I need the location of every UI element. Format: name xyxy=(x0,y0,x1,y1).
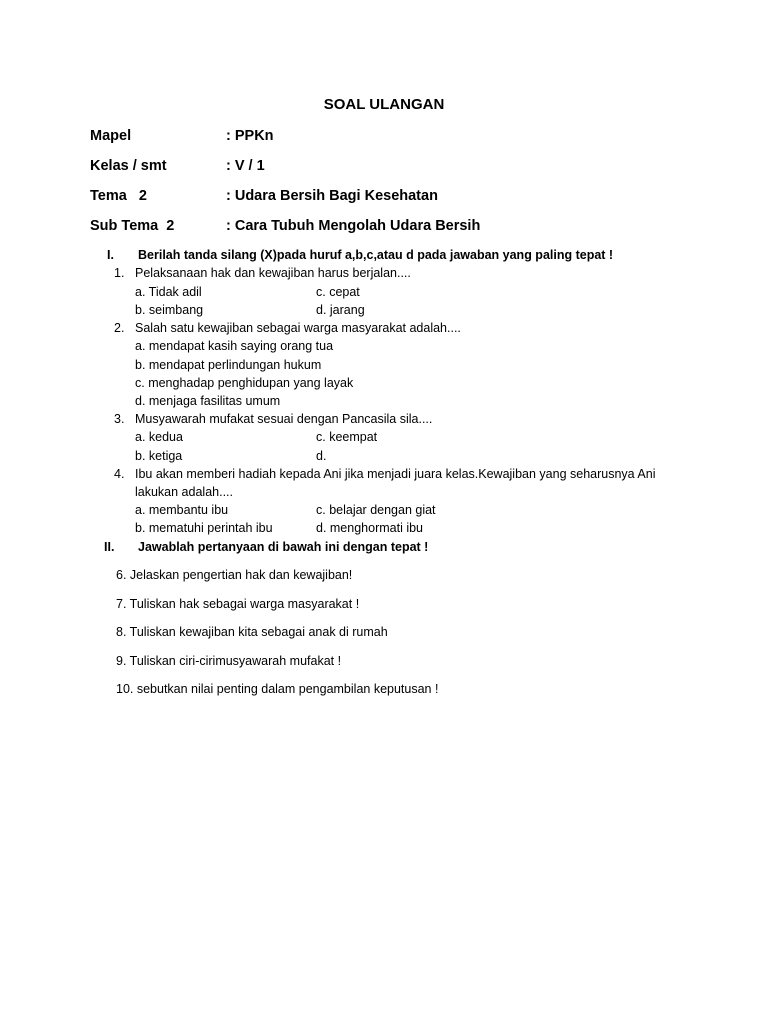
page-title: SOAL ULANGAN xyxy=(323,96,445,113)
option-1a: a. Tidak adil xyxy=(135,285,202,299)
section-instruction: Berilah tanda silang (X)pada huruf a,b,c,atau d pada jawaban yang paling tepat ! xyxy=(138,248,614,262)
option-4a: a. membantu ibu xyxy=(135,503,229,517)
header-label: Tema 2 xyxy=(90,188,147,204)
essay-question-7: 7. Tuliskan hak sebagai warga masyarakat ! xyxy=(116,597,360,611)
question-text: Musyawarah mufakat sesuai dengan Pancasila sila.... xyxy=(135,412,433,426)
section-number: II. xyxy=(104,540,115,554)
question-number: 2. xyxy=(114,321,125,335)
header-value: : V / 1 xyxy=(226,158,265,174)
option-4d: d. menghormati ibu xyxy=(316,521,424,535)
question-text-line-2: lakukan adalah.... xyxy=(135,485,233,499)
header-label: Sub Tema 2 xyxy=(90,218,175,234)
header-value: : Udara Bersih Bagi Kesehatan xyxy=(226,188,438,204)
essay-question-10: 10. sebutkan nilai penting dalam pengambilan keputusan ! xyxy=(116,682,439,696)
question-number: 4. xyxy=(114,467,125,481)
section-instruction: Jawablah pertanyaan di bawah ini dengan tepat ! xyxy=(138,540,429,554)
header-value: : PPKn xyxy=(226,128,274,144)
section-number: I. xyxy=(107,248,114,262)
essay-question-6: 6. Jelaskan pengertian hak dan kewajiban! xyxy=(116,568,353,582)
option-2a: a. mendapat kasih saying orang tua xyxy=(135,339,334,353)
question-text: Pelaksanaan hak dan kewajiban harus berjalan.... xyxy=(135,266,411,280)
option-2d: d. menjaga fasilitas umum xyxy=(135,394,281,408)
option-2b: b. mendapat perlindungan hukum xyxy=(135,358,322,372)
option-2c: c. menghadap penghidupan yang layak xyxy=(135,376,354,390)
essay-question-8: 8. Tuliskan kewajiban kita sebagai anak di rumah xyxy=(116,625,388,639)
header-label: Mapel xyxy=(90,128,132,144)
option-1d: d. jarang xyxy=(316,303,365,317)
question-text-line-1: Ibu akan memberi hadiah kepada Ani jika menjadi juara kelas.Kewajiban yang seharusnya Ani xyxy=(135,467,656,481)
header-value: : Cara Tubuh Mengolah Udara Bersih xyxy=(226,218,481,234)
option-3d: d. xyxy=(316,449,327,463)
option-3b: b. ketiga xyxy=(135,449,183,463)
option-4c: c. belajar dengan giat xyxy=(316,503,436,517)
essay-question-9: 9. Tuliskan ciri-cirimusyawarah mufakat ! xyxy=(116,654,342,668)
option-3c: c. keempat xyxy=(316,430,378,444)
option-1b: b. seimbang xyxy=(135,303,204,317)
question-number: 3. xyxy=(114,412,125,426)
question-number: 1. xyxy=(114,266,125,280)
option-4b: b. mematuhi perintah ibu xyxy=(135,521,273,535)
header-label: Kelas / smt xyxy=(90,158,167,174)
option-1c: c. cepat xyxy=(316,285,360,299)
question-text: Salah satu kewajiban sebagai warga masyarakat adalah.... xyxy=(135,321,461,335)
option-3a: a. kedua xyxy=(135,430,183,444)
